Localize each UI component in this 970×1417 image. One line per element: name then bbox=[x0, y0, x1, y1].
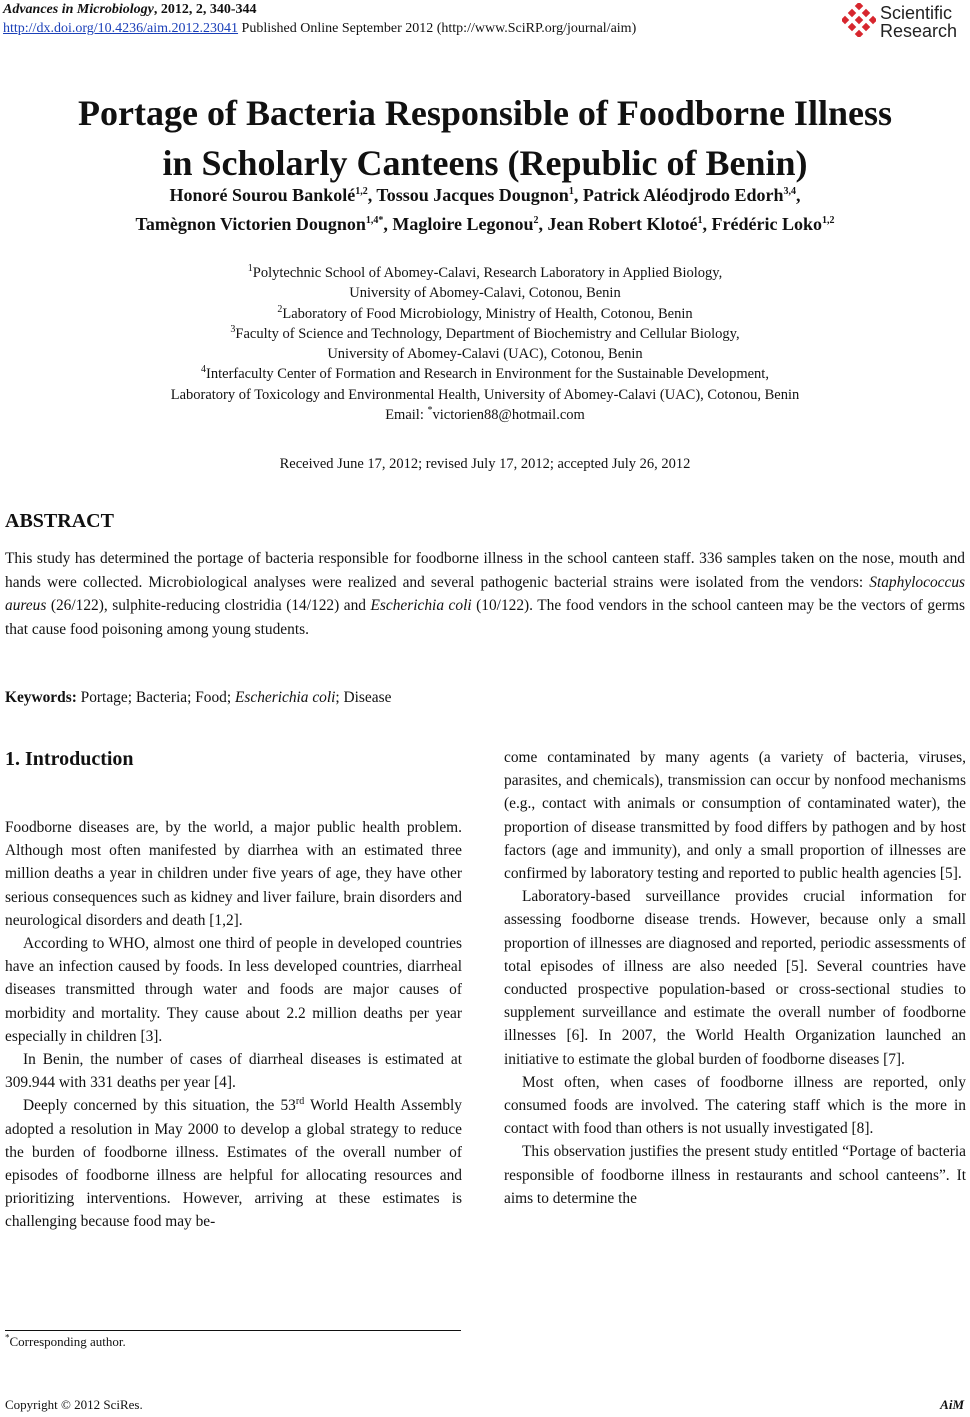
keywords-species: Escherichia coli bbox=[234, 689, 336, 706]
footnote-mark: * bbox=[5, 1332, 10, 1343]
left-column bbox=[5, 816, 462, 1234]
author-affil-sup: 1,4* bbox=[365, 215, 384, 226]
author-name: Honoré Sourou Bankolé bbox=[169, 185, 356, 205]
affiliation-4 bbox=[0, 364, 970, 384]
affiliation-4-cont: Laboratory of Toxicology and Environmental Health, University of Abomey-Calavi (UAC), Cotonou, Benin bbox=[170, 386, 800, 403]
footnote-divider bbox=[5, 1330, 461, 1331]
publication-info: Published Online September 2012 (http://www.SciRP.org/journal/aim) bbox=[238, 21, 637, 36]
paragraph: Foodborne diseases are, by the world, a major public health problem. Although most often manifested by diarrhea with an estimated three million deaths a year in children under five years of age, they have other serious consequences such as kidney and liver failure, brain disorders and neurological disorders and death [1,2]. bbox=[5, 819, 462, 929]
abstract-text bbox=[5, 547, 965, 641]
affiliations bbox=[0, 263, 970, 425]
affil-number: 2 bbox=[277, 303, 283, 315]
keywords-text: Portage; Bacteria; Food; bbox=[76, 689, 235, 706]
species-name: Staphylococcus aureus bbox=[5, 573, 965, 614]
author-name: , Patrick Aléodjrodo Edorh bbox=[573, 185, 784, 205]
abstract-part: This study has determined the portage of bacteria responsible for foodborne illness in the school canteen staff. 336 samples taken on the nose, mouth and hands were collected. Microbiological analyses were realized and several pathogenic bacterial strains were isolated from the vendors: bbox=[5, 550, 965, 591]
paragraph: come contaminated by many agents (a variety of bacteria, viruses, parasites, and chemicals), transmission can occur by nonfood mechanisms (e.g., contact with animals or consumption of contaminated water), the proportion of disease transmitted by food differs by pathogen and by host factors (age and immunity), and only a small proportion of illnesses are confirmed by laboratory testing and reported to public health agencies [5]. bbox=[504, 749, 966, 883]
abstract-part: (26/122), sulphite-reducing clostridia (14/122) and bbox=[46, 597, 371, 614]
affil-text: Polytechnic School of Abomey-Calavi, Research Laboratory in Applied Biology, bbox=[252, 265, 723, 281]
paragraph bbox=[5, 1094, 462, 1233]
author-name: , Frédéric Loko bbox=[702, 214, 822, 234]
journal-name: Advances in Microbiology bbox=[3, 2, 154, 17]
publisher-logo bbox=[842, 2, 966, 42]
paragraph: According to WHO, almost one third of people in developed countries have an infection caused by foods. In less developed countries, diarrheal diseases transmitted through water and foods are major causes of morbidity and mortality. They cause about 2.2 million deaths per year especially in children [3]. bbox=[5, 935, 462, 1045]
keywords-label: Keywords: bbox=[5, 689, 77, 706]
author-affil-sup: 3,4 bbox=[783, 186, 796, 197]
author-name: , Jean Robert Klotoé bbox=[538, 214, 698, 234]
abstract-heading: ABSTRACT bbox=[5, 510, 114, 532]
section-heading-introduction: 1. Introduction bbox=[5, 748, 134, 770]
paragraph: Laboratory-based surveillance provides crucial information for assessing foodborne disease trends. However, because only a small proportion of illnesses are diagnosed and reported, periodic assessments of total episodes of illness are also needed [5]. Several countries have conducted prospective population-based or cross-sectional studies to supplement surveillance and estimate the overall number of foodborne illnesses [6]. In 2007, the World Health Organization launched an initiative to estimate the global burden of foodborne diseases [7]. bbox=[504, 888, 966, 1068]
affil-number: 4 bbox=[201, 364, 207, 376]
affiliation-2 bbox=[0, 304, 970, 324]
logo-word-research: Research bbox=[880, 21, 958, 41]
keywords bbox=[5, 689, 391, 707]
email-line bbox=[0, 405, 970, 425]
paper-title bbox=[0, 88, 970, 188]
affil-number: 1 bbox=[247, 263, 253, 275]
affil-text: Faculty of Science and Technology, Department of Biochemistry and Cellular Biology, bbox=[235, 325, 740, 342]
email-label: Email: bbox=[385, 407, 428, 424]
scientific-research-logo-icon bbox=[842, 3, 876, 37]
copyright: Copyright © 2012 SciRes. bbox=[5, 1397, 143, 1412]
title-line-1: Portage of Bacteria Responsible of Foodborne Illness bbox=[78, 93, 892, 133]
affil-text: Laboratory of Food Microbiology, Ministry of Health, Cotonou, Benin bbox=[282, 305, 693, 322]
author-name: , Tossou Jacques Dougnon bbox=[367, 185, 569, 205]
paragraph: Most often, when cases of foodborne illness are reported, only consumed foods are involved. The catering staff which is the more in contact with food than others is not usually investigated [8]. bbox=[504, 1073, 966, 1138]
footnote-text: Corresponding author. bbox=[9, 1334, 126, 1349]
title-line-2: in Scholarly Canteens (Republic of Benin) bbox=[162, 143, 808, 183]
right-column bbox=[504, 746, 966, 1210]
keywords-text: ; Disease bbox=[335, 689, 392, 706]
author-affil-sup: 1,2 bbox=[355, 186, 368, 197]
doi-link[interactable]: http://dx.doi.org/10.4236/aim.2012.23041 bbox=[3, 21, 239, 36]
ordinal-sup: rd bbox=[295, 1096, 305, 1108]
running-header bbox=[3, 0, 636, 38]
species-name: Escherichia coli bbox=[370, 597, 472, 614]
email-sup: * bbox=[427, 405, 433, 417]
citation-info: , 2012, 2, 340-344 bbox=[153, 2, 257, 17]
author-name: , Magloire Legonou bbox=[383, 214, 534, 234]
journal-citation bbox=[3, 0, 636, 19]
logo-word-scientific: Scientific bbox=[880, 3, 953, 23]
received-dates: Received June 17, 2012; revised July 17, 2012; accepted July 26, 2012 bbox=[279, 456, 691, 472]
paragraph-part: Deeply concerned by this situation, the 53 bbox=[23, 1097, 296, 1115]
abstract-part: (10/122). The food vendors in the school canteen may be the vectors of germs that cause food poisoning among young students. bbox=[5, 597, 966, 638]
affiliation-1-cont: University of Abomey-Calavi, Cotonou, Benin bbox=[349, 285, 621, 302]
author-affil-sup: 1,2 bbox=[822, 215, 835, 226]
affiliation-3 bbox=[0, 324, 970, 344]
author-affil-sup: 2 bbox=[533, 215, 539, 226]
author-affil-sup: 1 bbox=[697, 215, 703, 226]
author-name: Tamègnon Victorien Dougnon bbox=[135, 214, 366, 234]
affiliation-1 bbox=[0, 263, 970, 283]
author-list bbox=[0, 181, 970, 239]
affiliation-3-cont: University of Abomey-Calavi (UAC), Cotonou, Benin bbox=[327, 346, 643, 363]
footnote bbox=[5, 1334, 126, 1350]
paragraph: This observation justifies the present study entitled “Portage of bacteria responsible of foodborne illness in restaurants and school canteens”. It aims to determine the bbox=[504, 1143, 966, 1207]
affil-text: Interfaculty Center of Formation and Research in Environment for the Sustainable Development, bbox=[206, 366, 769, 383]
paragraph: In Benin, the number of cases of diarrheal diseases is estimated at 309.944 with 331 deaths per year [4]. bbox=[5, 1051, 462, 1092]
author-separator: , bbox=[795, 185, 801, 205]
author-affil-sup: 1 bbox=[568, 186, 574, 197]
paragraph-part: World Health Assembly adopted a resolution in May 2000 to develop a global strategy to reduce the burden of foodborne illness. Estimates of the overall number of episodes of foodborne illness are helpful for allocating resources and prioritizing interventions. However, arriving at these estimates is challenging because food may be- bbox=[5, 1097, 462, 1231]
journal-abbreviation: AiM bbox=[940, 1397, 964, 1412]
email-address[interactable]: victorien88@hotmail.com bbox=[432, 407, 585, 424]
affil-number: 3 bbox=[230, 324, 236, 336]
